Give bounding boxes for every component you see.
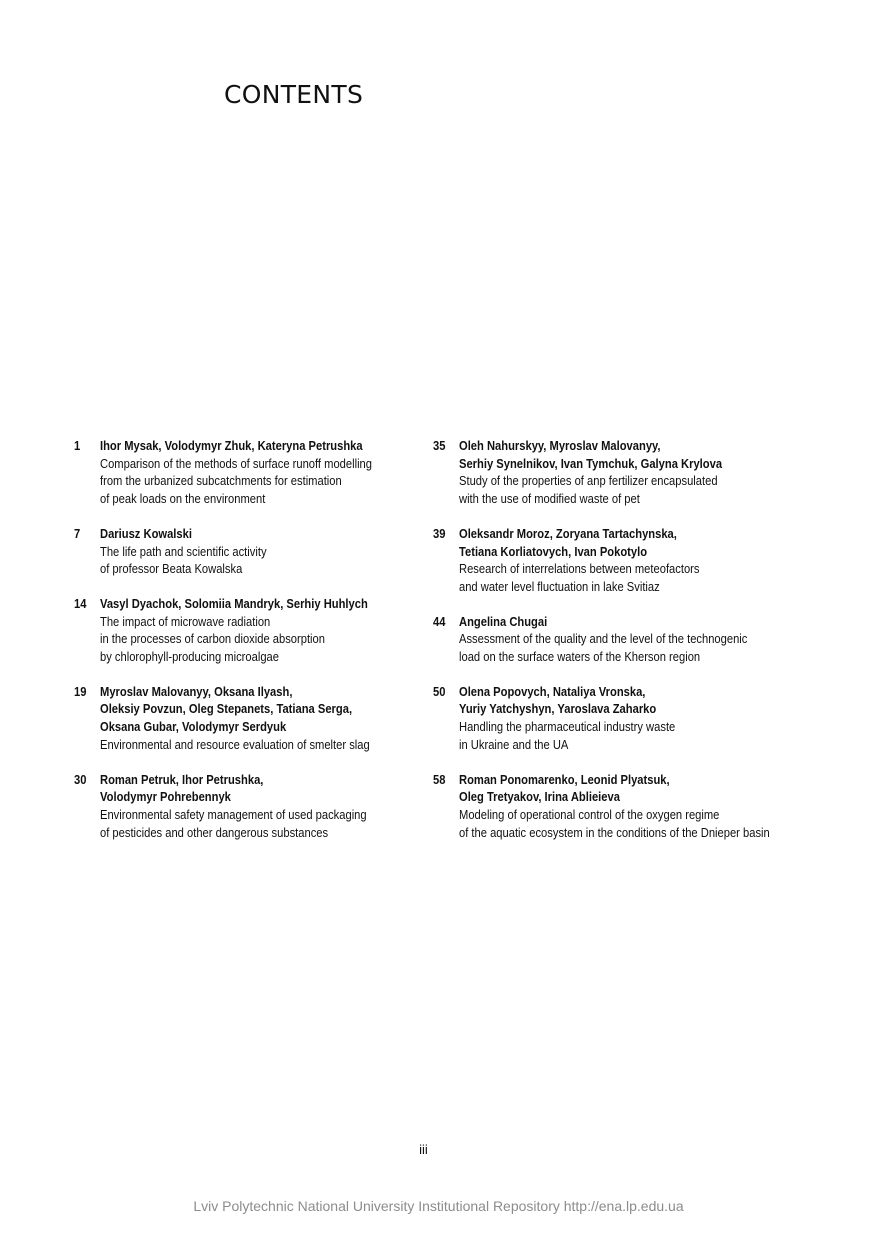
entry-page-number: 44 [433,613,446,629]
entry-authors: Tetiana Korliatovych, Ivan Pokotylo [459,543,648,559]
entry-authors: Vasyl Dyachok, Solomiia Mandryk, Serhiy Huhlych [100,595,368,611]
entry-title: in the processes of carbon dioxide absorption [100,631,325,647]
entry-text [100,525,474,578]
entry-title: Environmental and resource evaluation of smelter slag [100,736,370,752]
entry-title: The impact of microwave radiation [100,613,271,629]
entry-authors: Yuriy Yatchyshyn, Yaroslava Zaharko [459,701,657,717]
entry-title: of peak loads on the environment [100,491,266,507]
entry-title: load on the surface waters of the Kherson region [459,649,701,665]
entry-page-number: 35 [433,438,446,453]
entry-text [100,595,474,666]
entry-page-number: 58 [433,771,446,787]
entry-title: Modeling of operational control of the oxygen regime [459,806,720,822]
entry-page-number: 7 [74,525,81,541]
entry-title: Environmental safety management of used packaging [100,806,367,822]
entry-title: from the urbanized subcatchments for estimation [100,473,342,489]
entry-text [459,437,833,508]
entry-title: of professor Beata Kowalska [100,561,243,577]
contents-entry [433,525,833,596]
entry-authors: Angelina Chugai [459,613,548,629]
contents-entry [74,437,474,508]
entry-title: by chlorophyll-producing microalgae [100,649,279,665]
entry-authors: Oleksandr Moroz, Zoryana Tartachynska, [459,525,677,541]
entry-page-number: 50 [433,683,446,699]
repository-footer: Lviv Polytechnic National University Institutional Repository http://ena.lp.edu.ua [193,1198,684,1214]
entry-title: in Ukraine and the UA [459,736,569,752]
entry-authors: Dariusz Kowalski [100,525,192,541]
entry-title: Research of interrelations between meteofactors [459,561,700,577]
entry-text [100,437,474,508]
entry-page-number: 39 [433,525,446,541]
entry-text [100,683,474,754]
entry-authors: Oleg Tretyakov, Irina Ablieieva [459,789,620,805]
entry-authors: Oksana Gubar, Volodymyr Serdyuk [100,719,287,735]
entry-authors: Volodymyr Pohrebennyk [100,789,231,805]
entry-text [100,771,474,842]
contents-entry [433,683,833,754]
entry-authors: Serhiy Synelnikov, Ivan Tymchuk, Galyna Krylova [459,455,723,471]
contents-entry [74,525,474,578]
contents-entry [74,771,474,842]
entry-page-number: 1 [74,438,81,453]
entry-text [459,683,833,754]
contents-column-left [74,437,474,858]
contents-entry [74,595,474,666]
entry-title: The life path and scientific activity [100,543,267,559]
entry-authors: Olena Popovych, Nataliya Vronska, [459,683,646,699]
entry-title: of pesticides and other dangerous substances [100,824,329,840]
entry-authors: Oleksiy Povzun, Oleg Stepanets, Tatiana Serga, [100,701,353,717]
page-title: CONTENTS [224,80,364,109]
entry-authors: Roman Petruk, Ihor Petrushka, [100,771,264,787]
entry-title: Study of the properties of anp fertilizer encapsulated [459,473,718,489]
entry-page-number: 14 [74,595,87,611]
entry-text [459,613,833,666]
entry-authors: Roman Ponomarenko, Leonid Plyatsuk, [459,771,670,787]
contents-entry [433,437,833,508]
entry-title: Handling the pharmaceutical industry waste [459,719,676,735]
entry-title: and water level fluctuation in lake Svitiaz [459,578,660,594]
contents-entry [433,771,833,842]
contents-entry [74,683,474,754]
entry-text [459,525,833,596]
entry-authors: Oleh Nahurskyy, Myroslav Malovanyy, [459,438,661,453]
entry-title: Comparison of the methods of surface runoff modelling [100,455,372,471]
entry-title: with the use of modified waste of pet [459,491,640,507]
contents-entry [433,613,833,666]
entry-title: Assessment of the quality and the level of the technogenic [459,631,748,647]
entry-authors: Ihor Mysak, Volodymyr Zhuk, Kateryna Petrushka [100,438,363,453]
contents-column-right [433,437,833,858]
page-number: iii [419,1142,428,1157]
entry-text [459,771,833,842]
entry-title: of the aquatic ecosystem in the conditions of the Dnieper basin [459,824,770,840]
entry-authors: Myroslav Malovanyy, Oksana Ilyash, [100,683,293,699]
entry-page-number: 30 [74,771,87,787]
entry-page-number: 19 [74,683,87,699]
